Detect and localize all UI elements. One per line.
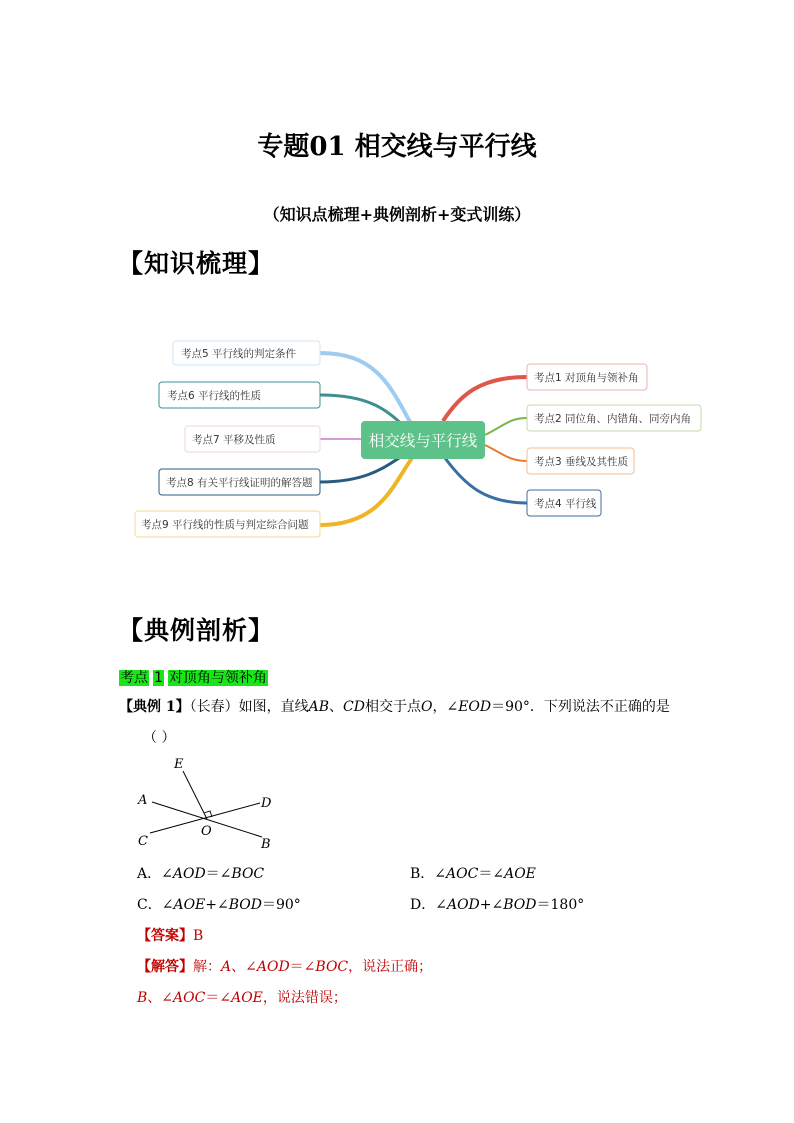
solution-text: A: [221, 959, 232, 975]
point-label-d: D: [261, 796, 272, 811]
question-text: ，∠: [432, 699, 459, 715]
solution-text: ＝∠: [205, 990, 232, 1006]
mindmap-node-2: 考点2 同位角、内错角、同旁内角: [534, 413, 692, 425]
answer-parentheses: （ ）: [143, 730, 176, 746]
solution-text: ，说法正确；: [348, 959, 433, 975]
option-text: ∠: [161, 897, 174, 913]
mindmap-center-label: 相交线与平行线: [368, 432, 478, 450]
mindmap-node-9: 考点9 平行线的性质与判定综合问题: [141, 519, 309, 531]
solution-line-1: [137, 956, 432, 976]
question-text: ＝90°．下列说法不正确的是: [491, 699, 670, 715]
mindmap-branch-left-1: [320, 353, 410, 422]
page-title: 专题01 相交线与平行线: [257, 132, 537, 162]
solution-line-2: [137, 987, 347, 1007]
option-d: [410, 894, 584, 914]
solution-text: 、∠: [147, 990, 174, 1006]
point-label-c: C: [138, 834, 148, 849]
question-text: 如图，直线: [238, 699, 309, 715]
solution-text: 解：: [193, 959, 221, 975]
line-cd: CD: [343, 699, 365, 715]
example-source: （长春）: [189, 699, 239, 715]
mindmap-node-4: 考点4 平行线: [534, 498, 597, 510]
point-label-b: B: [261, 837, 271, 852]
option-letter: B．: [410, 866, 435, 882]
mindmap-node-1: 考点1 对顶角与领补角: [534, 372, 639, 384]
option-text: ＝∠: [205, 866, 232, 882]
question-text: 、: [329, 699, 344, 715]
example-tag: 【典例 1】: [119, 699, 190, 715]
option-letter: A．: [137, 866, 162, 882]
solution-text: BOC: [315, 959, 349, 975]
option-letter: C．: [137, 897, 162, 913]
option-text: ∠: [435, 897, 447, 913]
point-o: O: [420, 699, 433, 715]
option-text: +∠: [479, 897, 504, 913]
solution-text: AOC: [173, 990, 206, 1006]
solution-label: 【解答】: [137, 959, 193, 975]
keypoint-number: 1: [154, 670, 163, 686]
mindmap-branch-right-4: [445, 458, 527, 503]
option-angle: AOE: [504, 866, 536, 882]
option-angle: BOD: [228, 897, 262, 913]
solution-text: ＝∠: [289, 959, 316, 975]
solution-text: ，说法错误；: [262, 990, 347, 1006]
point-label-e: E: [174, 757, 184, 772]
mindmap-node-3: 考点3 垂线及其性质: [534, 456, 629, 468]
option-angle: BOD: [503, 897, 537, 913]
line-ab: AB: [308, 699, 330, 715]
mindmap-branch-right-3: [485, 445, 527, 461]
mindmap-node-8: 考点8 有关平行线证明的解答题: [166, 477, 313, 489]
mindmap: [125, 325, 715, 555]
mindmap-node-7: 考点7 平移及性质: [192, 434, 276, 446]
option-text: +∠: [205, 897, 229, 913]
keypoint-label: 考点: [120, 670, 148, 686]
angle-eod: EOD: [458, 699, 492, 715]
option-b: [410, 863, 536, 883]
example-question: [119, 697, 759, 717]
section-heading-examples: 【典例剖析】: [118, 616, 275, 645]
answer-line: [137, 925, 203, 945]
option-letter: D．: [410, 897, 436, 913]
ray-oe-drawn: [183, 771, 207, 819]
option-angle: AOD: [172, 866, 206, 882]
option-text: ＝180°: [536, 897, 585, 913]
point-label-a: A: [138, 793, 148, 808]
solution-text: AOE: [231, 990, 263, 1006]
option-angle: AOE: [173, 897, 206, 913]
option-a: [137, 863, 264, 883]
option-text: ∠: [161, 866, 173, 882]
page-subtitle: （知识点梳理+典例剖析+变式训练）: [263, 205, 531, 224]
question-text: 相交于点: [364, 699, 421, 715]
solution-text: AOD: [256, 959, 290, 975]
option-angle: BOC: [231, 866, 265, 882]
option-text: ＝90°: [261, 897, 301, 913]
solution-text: B: [137, 990, 148, 1006]
keypoint-heading: [119, 668, 268, 688]
mindmap-branch-right-1: [443, 377, 527, 421]
option-angle: AOC: [446, 866, 479, 882]
mindmap-node-5: 考点5 平行线的判定条件: [181, 348, 297, 360]
answer-label: 【答案】: [137, 928, 193, 944]
option-text: ＝∠: [478, 866, 505, 882]
option-c: [137, 894, 301, 914]
mindmap-node-6: 考点6 平行线的性质: [167, 390, 262, 402]
mindmap-branch-right-2: [485, 418, 527, 435]
answer-value: B: [193, 928, 204, 944]
mindmap-branch-left-5: [320, 458, 412, 525]
option-text: ∠: [434, 866, 447, 882]
solution-text: 、∠: [231, 959, 257, 975]
option-angle: AOD: [446, 897, 480, 913]
keypoint-text: 对顶角与领补角: [168, 670, 267, 686]
section-heading-knowledge: 【知识梳理】: [118, 249, 275, 278]
point-label-o: O: [201, 824, 212, 839]
geometry-figure: [130, 755, 290, 855]
